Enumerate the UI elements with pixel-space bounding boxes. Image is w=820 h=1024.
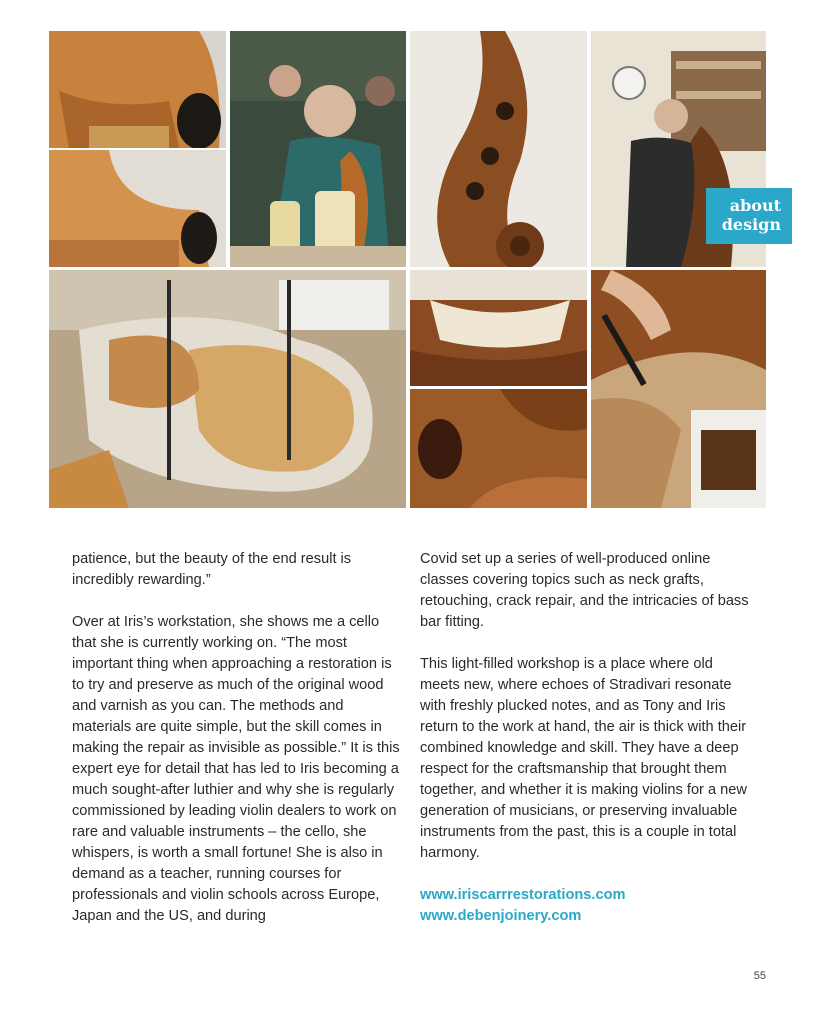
article-column-left <box>72 549 402 927</box>
article-paragraph: Over at Iris’s workstation, she shows me a cello that she is currently working on. “The most important thing when approaching a restoration is to try and preserve as much of the original wood and varnish as you can. The methods and materials are quite simple, but the skill comes in making the repair as invisible as possible.” It is this expert eye for detail that has led to Iris becoming a much sought-after luthier and why she is regularly commissioned by leading violin dealers to work on rare and valuable instruments – the cello, she whispers, is worth a small fortune! She is also in demand as a teacher, running courses for professionals and violin schools across Europe, Japan and the US, and during <box>72 614 400 924</box>
photo-violin-corner-detail <box>410 389 587 508</box>
photo-cello-top-clamped <box>49 270 406 508</box>
badge-line-2: design <box>721 215 781 234</box>
badge-line-1: about <box>729 196 781 215</box>
photo-cello-neck-block <box>49 31 226 148</box>
photo-violin-scroll-pegbox <box>410 31 587 267</box>
photo-violin-f-hole-patch <box>410 270 587 386</box>
photo-cello-neck-block-closeup <box>49 150 226 267</box>
article-column-right <box>420 549 750 927</box>
photo-retouching-closeup <box>591 270 766 508</box>
page-number: 55 <box>753 970 766 982</box>
article-paragraph: This light-filled workshop is a place where old meets new, where echoes of Stradivari resonate with freshly plucked notes, and as Tony and Iris return to the work at hand, the air is thick with their combined knowledge and skill. They have a deep respect for the craftsmanship that brought them together, and whether it is making violins for a new generation of musicians, or preserving invaluable instruments from the past, this is a couple in total harmony. <box>420 656 747 861</box>
website-link-deben-joinery[interactable]: www.debenjoinery.com <box>420 908 582 924</box>
article-paragraph: Covid set up a series of well-produced online classes covering topics such as neck grafts, retouching, crack repair, and the intricacies of bass bar fitting. <box>420 551 749 630</box>
website-link-iris-carr[interactable]: www.iriscarrrestorations.com <box>420 887 626 903</box>
section-badge <box>706 188 792 244</box>
photo-luthier-varnishing-scroll <box>230 31 406 267</box>
article-paragraph: patience, but the beauty of the end result is incredibly rewarding.” <box>72 551 352 588</box>
